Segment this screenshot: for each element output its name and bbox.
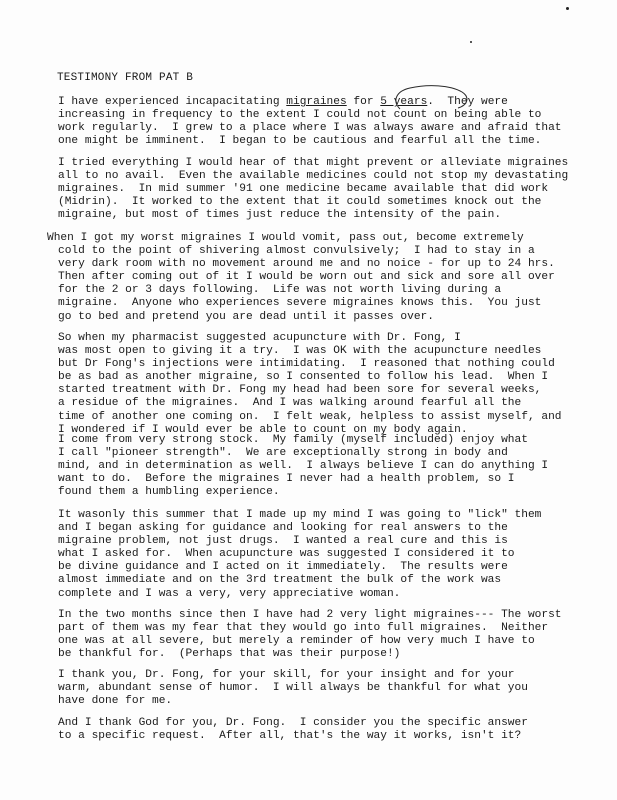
text-run: work regularly. I grew to a place where I was always aware and afraid that (58, 122, 562, 135)
text-run: In the two months since then I have had 2 very light migraines--- The worst (58, 609, 562, 621)
text-run: a residue of the migraines. And I was walking around fearful all the (58, 397, 522, 410)
text-run: very dark room with no movement around me and no noice - for up to 24 hrs. (58, 258, 555, 271)
text-line (58, 397, 617, 410)
text-line (58, 96, 617, 109)
paragraph (58, 157, 617, 222)
text-line (58, 561, 617, 574)
text-run: be as bad as another migraine, so I consented to follow his lead. When I (58, 371, 549, 384)
scan-speck (470, 41, 472, 43)
scan-speck (566, 7, 569, 10)
text-run: be thankful for. (Perhaps that was their purpose!) (58, 648, 401, 661)
paragraph (58, 609, 617, 661)
handwritten-circle-annotation (384, 83, 472, 113)
text-line (58, 358, 617, 371)
text-run: I wondered if I would ever be able to count on my body again. (58, 423, 468, 436)
text-run: So when my pharmacist suggested acupuncture with Dr. Fong, I (58, 332, 461, 344)
paragraph (58, 96, 617, 148)
text-line (47, 284, 607, 297)
text-line (58, 509, 617, 522)
text-run: mind, and in determination as well. I always believe I can do anything I (58, 460, 549, 473)
text-run: . They were (427, 96, 508, 108)
text-line (58, 345, 617, 358)
text-line (58, 695, 617, 708)
document-title: TESTIMONY FROM PAT B (57, 72, 194, 84)
text-run: for (346, 96, 381, 108)
text-line (58, 332, 617, 345)
text-line (58, 669, 617, 682)
text-line (58, 183, 617, 196)
paragraph (58, 434, 617, 499)
text-line (58, 122, 617, 135)
text-line (47, 245, 607, 258)
text-run: cold to the point of shivering almost convulsively; I had to stay in a (58, 245, 535, 258)
text-run: I have experienced incapacitating (58, 96, 287, 108)
text-line (58, 574, 617, 587)
text-run: warm, abundant sense of humor. I will always be thankful for what you (58, 682, 528, 695)
paragraph (58, 669, 617, 708)
text-line (58, 635, 617, 648)
text-run: be divine guidance and I acted on it immediately. The results were (58, 561, 508, 574)
text-line (58, 622, 617, 635)
text-run: for the 2 or 3 days following. Life was not worth living during a (58, 284, 502, 297)
text-line (58, 717, 617, 730)
text-line (58, 135, 617, 148)
text-line (58, 411, 617, 424)
text-run: I thank you, Dr. Fong, for your skill, for your insight and for your (58, 669, 515, 681)
text-run: almost immediate and on the 3rd treatment the bulk of the work was (58, 574, 502, 587)
text-line (58, 486, 617, 499)
text-run: (Midrin). It worked to the extent that it could sometimes knock out the (58, 196, 542, 209)
text-run: complete and I was a very, very appreciative woman. (58, 587, 401, 600)
text-run: And I thank God for you, Dr. Fong. I consider you the specific answer (58, 717, 528, 729)
text-line (58, 588, 617, 601)
text-run: I call "pioneer strength". We are exceptionally strong in body and (58, 447, 508, 460)
text-line (58, 609, 617, 622)
text-run: was most open to giving it a try. I was OK with the acupuncture needles (58, 345, 542, 358)
text-run: I tried everything I would hear of that might prevent or alleviate migraines (58, 157, 569, 169)
text-run: migraine problem, not just drugs. I wanted a real cure and this is (58, 535, 508, 548)
paragraph (58, 509, 617, 601)
text-line (58, 447, 617, 460)
text-run: to a specific request. After all, that's the way it works, isn't it? (58, 730, 522, 743)
text-line (58, 473, 617, 486)
text-run: found them a humbling experience. (58, 486, 280, 499)
text-line (47, 232, 607, 245)
text-line (58, 730, 617, 743)
text-line (58, 196, 617, 209)
text-run: migraine. Anyone who experiences severe migraines knows this. You just (58, 297, 542, 310)
text-run: time of another one coming on. I felt weak, helpless to assist myself, and (58, 410, 562, 423)
paragraph (58, 717, 617, 743)
paragraph (47, 232, 607, 324)
text-run: part of them was my fear that they would go into full migraines. Neither (58, 622, 549, 635)
text-run: migraines. In mid summer '91 one medicine became available that did work (58, 183, 549, 196)
underlined-text: migraines (286, 96, 347, 108)
text-line (58, 522, 617, 535)
text-line (58, 109, 617, 122)
text-line (47, 258, 607, 271)
text-run: I come from very strong stock. My family (myself included) enjoy what (58, 434, 528, 446)
text-run: go to bed and pretend you are dead until it passes over. (58, 310, 434, 323)
text-line (47, 311, 607, 324)
text-line (47, 271, 607, 284)
text-line (58, 170, 617, 183)
text-run: have done for me. (58, 695, 173, 708)
text-run: increasing in frequency to the extent I could not count on being able to (58, 109, 542, 122)
text-line (58, 535, 617, 548)
text-line (58, 648, 617, 661)
text-run: one might be imminent. I began to be cautious and fearful all the time. (58, 135, 542, 148)
text-line (58, 548, 617, 561)
text-line (58, 157, 617, 170)
text-run: When I got my worst migraines I would vomit, pass out, become extremely (47, 232, 524, 244)
text-line (47, 297, 607, 310)
text-run: what I asked for. When acupuncture was suggested I considered it to (58, 548, 515, 561)
text-run: started treatment with Dr. Fong my head had been sore for several weeks, (58, 384, 542, 397)
paragraph (58, 332, 617, 437)
text-run: migraine, but most of times just reduce the intensity of the pain. (58, 209, 502, 222)
text-line (58, 434, 617, 447)
text-line (58, 384, 617, 397)
text-run: one was at all severe, but merely a reminder of how very much I have to (58, 635, 535, 648)
text-run: and I began asking for guidance and looking for real answers to the (58, 522, 508, 535)
text-run: want to do. Before the migraines I never had a health problem, so I (58, 473, 515, 486)
text-run: Then after coming out of it I would be worn out and sick and sore all over (58, 271, 555, 284)
text-run: It wasonly this summer that I made up my mind I was going to "lick" them (58, 509, 542, 521)
text-line (58, 371, 617, 384)
underlined-text: 5 years (380, 96, 428, 108)
text-run: all to no avail. Even the available medicines could not stop my devastating (58, 170, 569, 183)
text-line (58, 209, 617, 222)
text-line (58, 460, 617, 473)
text-run: but Dr Fong's injections were intimidating. I reasoned that nothing could (58, 358, 555, 371)
text-line (58, 682, 617, 695)
